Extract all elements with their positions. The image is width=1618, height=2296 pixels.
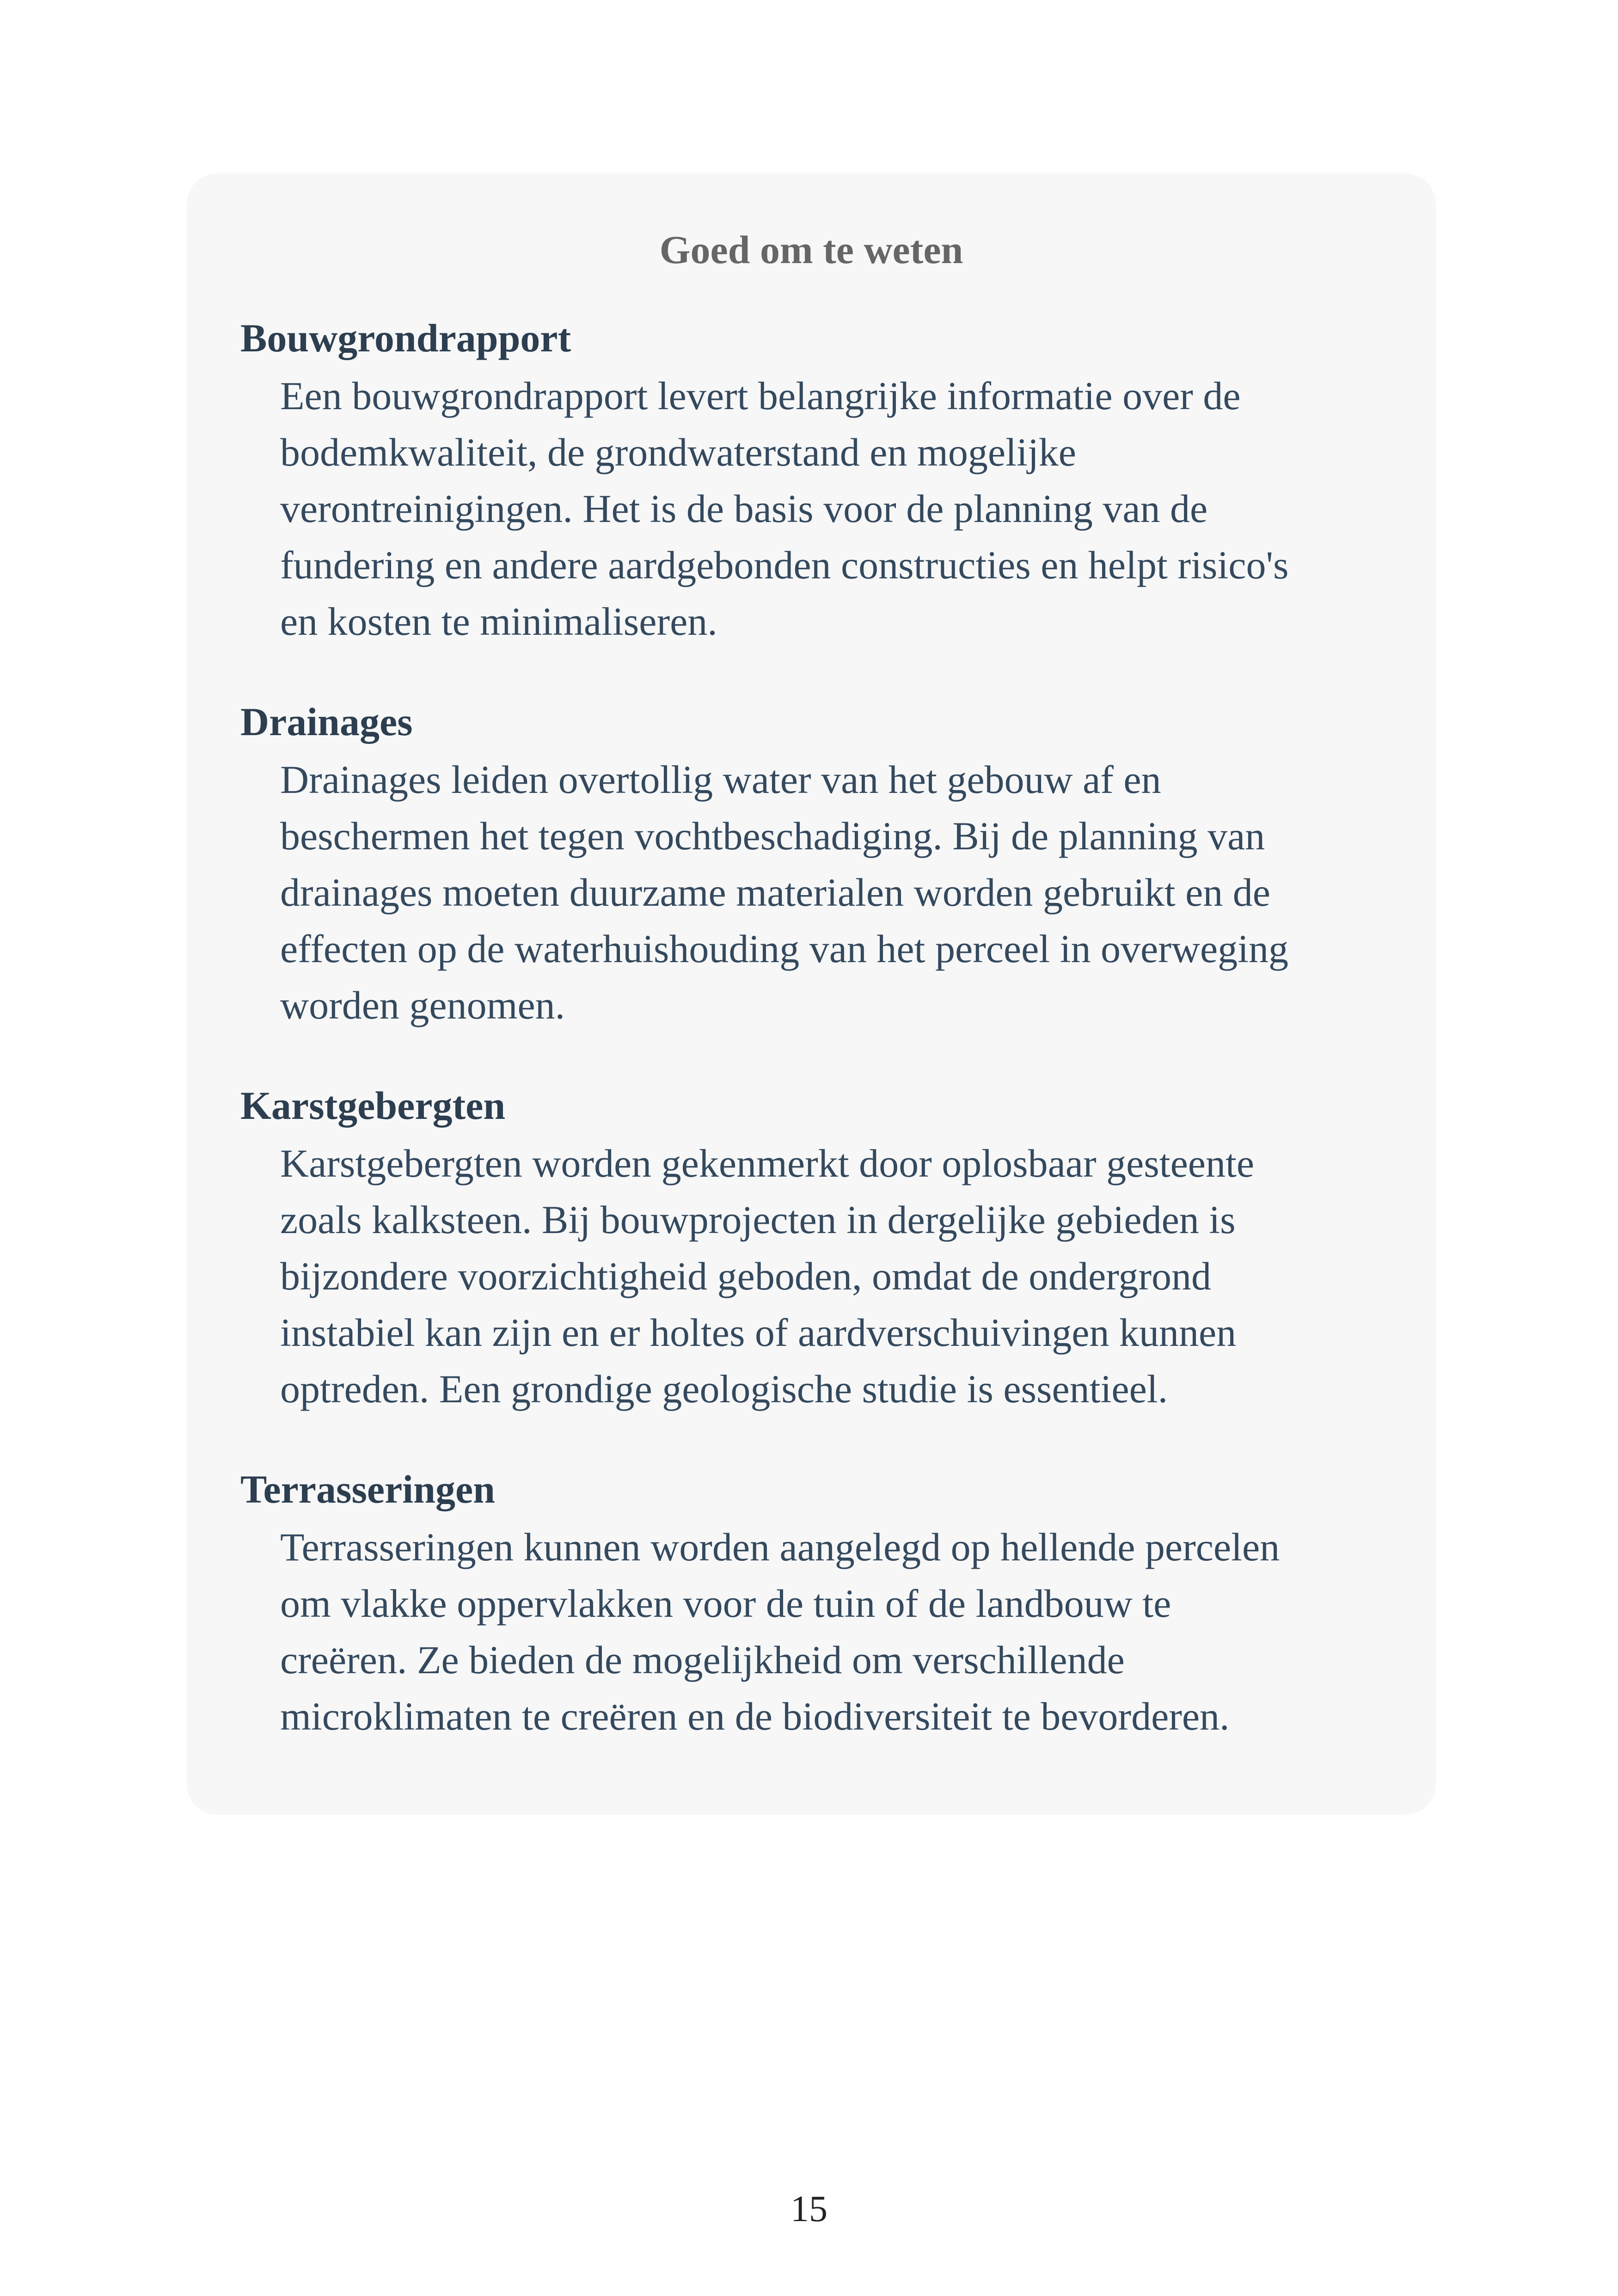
term-description: Drainages leiden overtollig water van het gebouw af en beschermen het tegen vochtbeschadiging. Bij de planning van drainages moeten duurzame materialen worden gebruikt en de effecten op de waterhuishouding van het perceel in overweging worden genomen. [280,757,1289,1027]
term-karstgebergten [240,1081,1376,1417]
term-description: Een bouwgrondrapport levert belangrijke informatie over de bodemkwaliteit, de grondwaterstand en mogelijke verontreinigingen. Het is de basis voor de planning van de fundering en andere aardgebonden constructies en helpt risico's en kosten te minimaliseren. [280,374,1289,644]
term-drainages [240,698,1376,1033]
page-number: 15 [791,2189,827,2229]
box-title: Goed om te weten [659,227,963,272]
term-title: Bouwgrondrapport [240,316,571,360]
info-box [187,173,1436,1815]
term-terrasseringen [240,1465,1376,1744]
term-bouwgrondrapport [240,314,1376,650]
term-description: Terrasseringen kunnen worden aangelegd op hellende percelen om vlakke oppervlakken voor de tuin of de landbouw te creëren. Ze bieden de mogelijkheid om verschillende microklimaten te creëren en de biodiversiteit te bevorderen. [280,1525,1280,1738]
term-description: Karstgebergten worden gekenmerkt door oplosbaar gesteente zoals kalksteen. Bij bouwprojecten in dergelijke gebieden is bijzondere voorzichtigheid geboden, omdat de ondergrond instabiel kan zijn en er holtes of aardverschuivingen kunnen optreden. Een grondige geologische studie is essentieel. [280,1141,1255,1411]
term-title: Terrasseringen [240,1467,495,1511]
term-title: Karstgebergten [240,1083,506,1128]
term-title: Drainages [240,700,413,744]
